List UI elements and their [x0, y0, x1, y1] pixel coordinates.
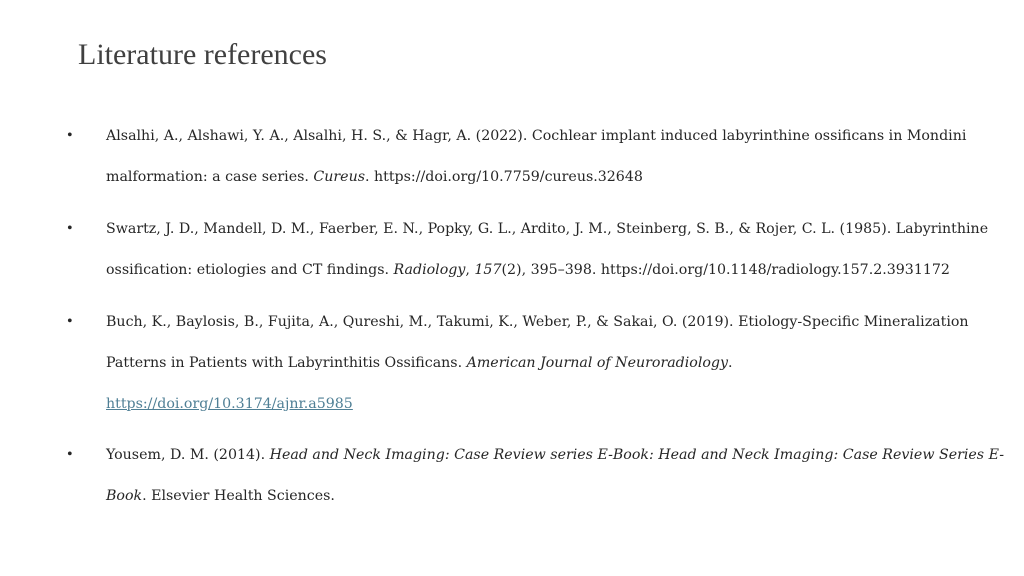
book-title: Book: [106, 488, 143, 504]
reference-text: [106, 435, 1005, 517]
reference-text-segment: . Elsevier Health Sciences.: [142, 488, 335, 504]
bullet-marker: •: [67, 446, 73, 463]
reference-line: Alsalhi, A., Alshawi, Y. A., Alsalhi, H. S., & Hagr, A. (2022). Cochlear implant induced labyrinthine ossificans in Mondini: [106, 128, 967, 144]
reference-line: Buch, K., Baylosis, B., Fujita, A., Qureshi, M., Takumi, K., Weber, P., & Sakai, O. (2019). Etiology-Specific Mineralization: [106, 314, 969, 330]
bullet-marker: •: [67, 220, 73, 237]
bullet-marker: •: [67, 127, 73, 144]
bullet-marker: •: [67, 313, 73, 330]
reference-text: [106, 116, 986, 198]
reference-line: [106, 157, 986, 198]
reference-text: [106, 209, 989, 291]
journal-name: American Journal of Neuroradiology: [466, 355, 729, 371]
journal-volume: 157: [474, 262, 502, 278]
reference-text-segment: ossification: etiologies and CT findings.: [106, 262, 394, 278]
reference-text-segment: . https://doi.org/10.7759/cureus.32648: [365, 169, 643, 185]
reference-text-segment: Patterns in Patients with Labyrinthitis Ossificans.: [106, 355, 467, 371]
reference-line: Swartz, J. D., Mandell, D. M., Faerber, E. N., Popky, G. L., Ardito, J. M., Steinberg, S. B., & Rojer, C. L. (1985). Labyrinthine: [106, 221, 989, 237]
reference-text-segment: (2), 395–398. https://doi.org/10.1148/radiology.157.2.3931172: [501, 262, 950, 278]
reference-text-segment: ,: [465, 262, 475, 278]
reference-line: [106, 476, 986, 517]
journal-name: Radiology: [393, 262, 466, 278]
reference-text-segment: malformation: a case series.: [106, 169, 314, 185]
book-title: Head and Neck Imaging: Case Review series E-Book: Head and Neck Imaging: Case Review Series E-: [269, 447, 1005, 463]
reference-text-segment: Yousem, D. M. (2014).: [106, 447, 270, 463]
slide-title: Literature references: [78, 38, 327, 71]
reference-text: [106, 302, 986, 425]
reference-line: [106, 250, 986, 291]
reference-line: [106, 384, 986, 425]
doi-link[interactable]: https://doi.org/10.3174/ajnr.a5985: [106, 396, 353, 412]
reference-line: [106, 343, 986, 384]
reference-line: [106, 435, 1005, 476]
journal-name: Cureus: [313, 169, 365, 185]
reference-text-segment: .: [728, 355, 733, 371]
